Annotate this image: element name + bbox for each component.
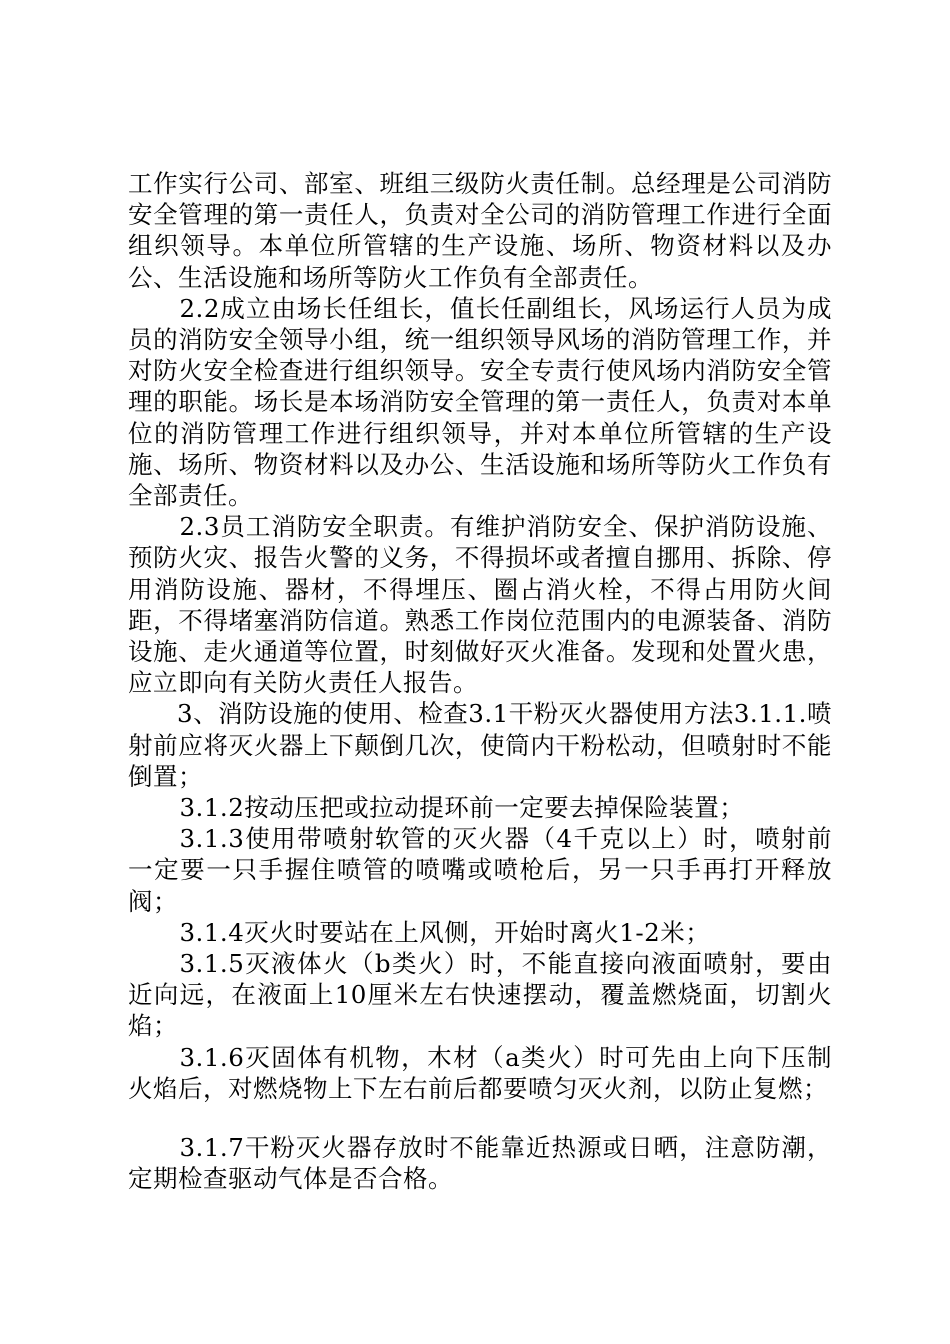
paragraph-2-2: 2.2成立由场长任组长，值长任副组长，风场运行人员为成员的消防安全领导小组，统一组织领导风场的消防管理工作，并对防火安全检查进行组织领导。安全专责行使风场内消防安全管理的职能。场长是本场消防安全管理的第一责任人，负责对本单位的消防管理工作进行组织领导，并对本单位所管辖的生产设施、场所、物资材料以及办公、生活设施和场所等防火工作负有全部责任。 bbox=[128, 293, 832, 511]
paragraph-fire-responsibility: 工作实行公司、部室、班组三级防火责任制。总经理是公司消防安全管理的第一责任人，负责对全公司的消防管理工作进行全面组织领导。本单位所管辖的生产设施、场所、物资材料以及办公、生活设施和场所等防火工作负有全部责任。 bbox=[128, 169, 832, 292]
paragraph-3-1-7: 3.1.7干粉灭火器存放时不能靠近热源或日晒，注意防潮，定期检查驱动气体是否合格。 bbox=[128, 1133, 832, 1194]
paragraph-3-1-2: 3.1.2按动压把或拉动提环前一定要去掉保险装置； bbox=[179, 793, 745, 823]
paragraph-3-1-6: 3.1.6灭固体有机物，木材（a类火）时可先由上向下压制火焰后，对燃烧物上下左右前后都要喷匀灭火剂，以防止复燃； bbox=[128, 1042, 832, 1103]
paragraph-3-1-3: 3.1.3使用带喷射软管的灭火器（4千克以上）时，喷射前一定要一只手握住喷管的喷嘴或喷枪后，另一只手再打开释放阀； bbox=[128, 824, 832, 916]
paragraph-3-1-1: 3、消防设施的使用、检查3.1干粉灭火器使用方法3.1.1.喷射前应将灭火器上下颠倒几次，使筒内干粉松动，但喷射时不能倒置； bbox=[128, 699, 832, 791]
paragraph-3-1-4: 3.1.4灭火时要站在上风侧，开始时离火1-2米； bbox=[179, 917, 711, 947]
paragraph-3-1-5: 3.1.5灭液体火（b类火）时，不能直接向液面喷射，要由近向远，在液面上10厘米左右快速摆动，覆盖燃烧面，切割火焰； bbox=[128, 949, 832, 1041]
paragraph-2-3: 2.3员工消防安全职责。有维护消防安全、保护消防设施、预防火灾、报告火警的义务，不得损坏或者擅自挪用、拆除、停用消防设施、器材，不得埋压、圈占消火栓，不得占用防火间距，不得堵塞消防信道。熟悉工作岗位范围内的电源装备、消防设施、走火通道等位置，时刻做好灭火准备。发现和处置火患，应立即向有关防火责任人报告。 bbox=[128, 512, 832, 698]
document-body bbox=[128, 168, 832, 1195]
